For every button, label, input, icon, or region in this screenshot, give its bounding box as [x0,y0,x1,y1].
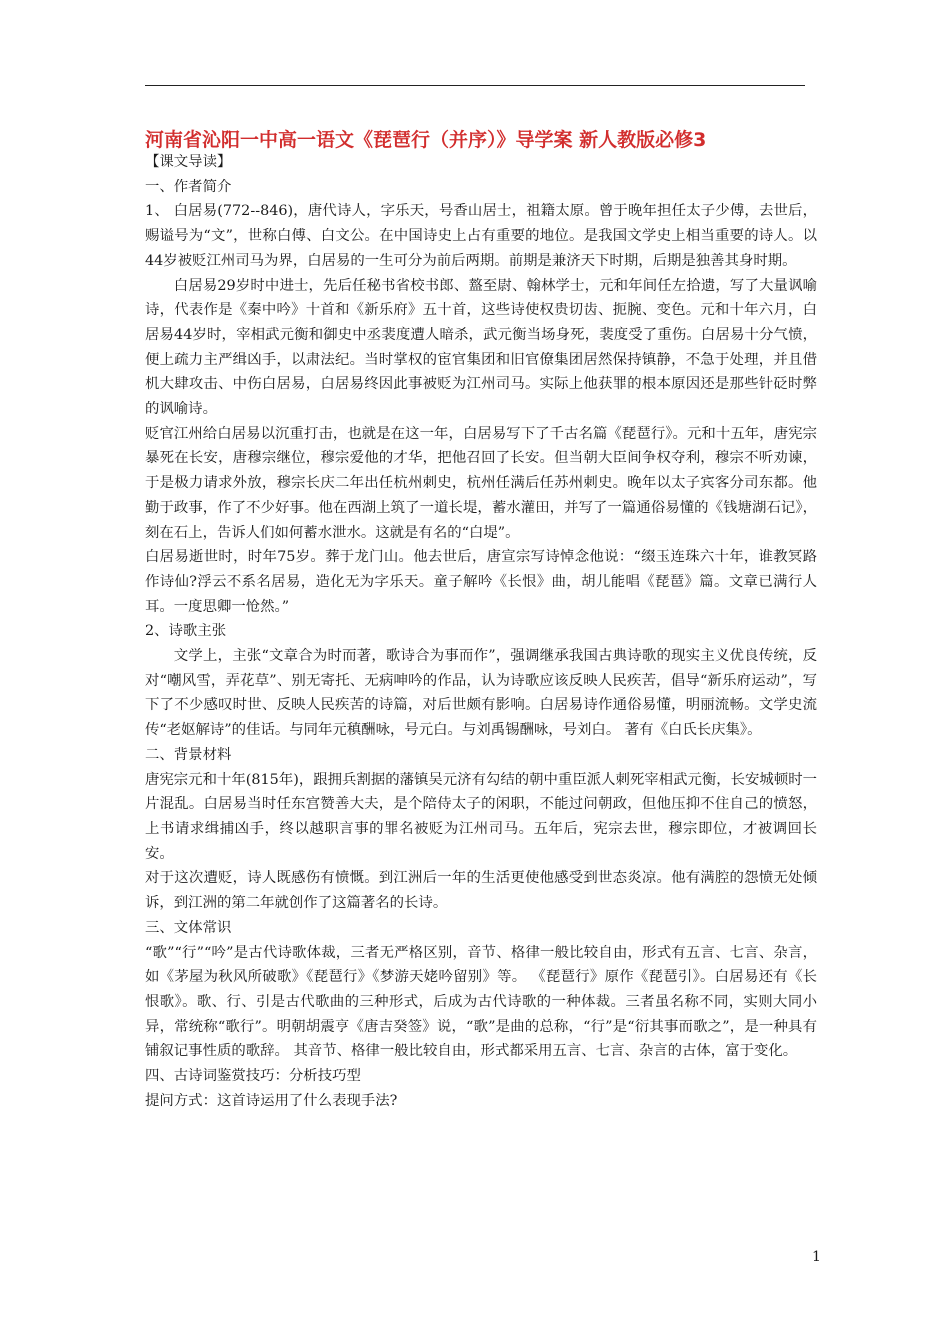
page-number: 1 [812,1249,821,1265]
author-paragraph-2: 白居易29岁时中进士，先后任秘书省校书郎、盩至尉、翰林学士，元和年间任左拾遗，写了大量讽喻诗，代表作是《秦中吟》十首和《新乐府》五十首，这些诗使权贵切齿、扼腕、变色。元和十年六月，白居易44岁时，宰相武元衡和御史中丞裴度遭人暗杀，武元衡当场身死，裴度受了重伤。白居易十分气愤，便上疏力主严缉凶手，以肃法纪。当时掌权的宦官集团和旧官僚集团居然保持镇静，不急于处理，并且借机大肆攻击、中伤白居易，白居易终因此事被贬为江州司马。实际上他获罪的根本原因还是那些针砭时弊的讽喻诗。 [145,277,817,418]
author-heading: 一、作者简介 [145,178,232,195]
author-paragraph-1: 1、 白居易(772--846)，唐代诗人，字乐天，号香山居士，祖籍太原。曾于晚年担任太子少傅，去世后，赐谥号为“文”，世称白傅、白文公。在中国诗史上占有重要的地位。是我国文学史上相当重要的诗人。以44岁被贬江州司马为界，白居易的一生可分为前后两期。前期是兼济天下时期，后期是独善其身时期。 [145,203,817,269]
genre-paragraph: “歌”“行”“吟”是古代诗歌体裁，三者无严格区别，音节、格律一般比较自由，形式有五言、七言、杂言，如《茅屋为秋风所破歌》《琵琶行》《梦游天姥吟留别》等。 《琵琶行》原作《琵琶引》。白居易还有《长恨歌》。歌、行、引是古代歌曲的三种形式，后成为古代诗歌的一种体裁。三者虽名称不同，实则大同小异，常统称“歌行”。明朝胡震亨《唐吉癸签》说，“歌”是曲的总称，“行”是“衍其事而歌之”，是一种具有铺叙记事性质的歌辞。 其音节、格律一般比较自由，形式都采用五言、七言、杂言的古体，富于变化。 [145,944,817,1060]
section-guide-heading: 【课文导读】 [145,154,232,170]
genre-heading: 三、文体常识 [145,919,232,936]
header-rule [145,85,805,86]
poetics-heading: 2、诗歌主张 [145,623,227,640]
background-heading: 二、背景材料 [145,746,232,763]
skill-heading: 四、古诗词鉴赏技巧：分析技巧型 [145,1068,361,1085]
poetics-paragraph: 文学上，主张“文章合为时而著，歌诗合为事而作”，强调继承我国古典诗歌的现实主义优良传统，反对“嘲风雪，弄花草”、别无寄托、无病呻吟的作品，认为诗歌应该反映人民疾苦，倡导“新乐府运动”，写下了不少感叹时世、反映人民疾苦的诗篇，对后世颇有影响。白居易诗作通俗易懂，明丽流畅。文学史流传“老妪解诗”的佳话。与同年元稹酬咏，号元白。与刘禹锡酬咏，号刘白。 著有《白氏长庆集》。 [145,648,817,739]
author-paragraph-4: 白居易逝世时，时年75岁。葬于龙门山。他去世后，唐宣宗写诗悼念他说：“缀玉连珠六十年，谁教冥路作诗仙?浮云不系名居易，造化无为字乐天。童子解吟《长恨》曲，胡儿能唱《琵琶》篇。文章已满行人耳。一度思卿一怆然。” [145,549,817,615]
background-paragraph-2: 对于这次遭贬，诗人既感伤有愤慨。到江洲后一年的生活更使他感受到世态炎凉。他有满腔的怨愤无处倾诉，到江洲的第二年就创作了这篇著名的长诗。 [145,870,817,912]
document-body [145,150,817,1113]
skill-question: 提问方式：这首诗运用了什么表现手法? [145,1092,398,1109]
author-paragraph-3: 贬官江州给白居易以沉重打击，也就是在这一年，白居易写下了千古名篇《琵琶行》。元和十五年，唐宪宗暴死在长安，唐穆宗继位，穆宗爱他的才华，把他召回了长安。但当朝大臣间争权夺利，穆宗不听劝谏，于是极力请求外放，穆宗长庆二年出任杭州刺史，杭州任满后任苏州刺史。晚年以太子宾客分司东都。他勤于政事，作了不少好事。他在西湖上筑了一道长堤，蓄水灌田，并写了一篇通俗易懂的《钱塘湖石记》，刻在石上，告诉人们如何蓄水泄水。这就是有名的“白堤”。 [145,425,817,541]
background-paragraph-1: 唐宪宗元和十年(815年)，跟拥兵割据的藩镇吴元济有勾结的朝中重臣派人刺死宰相武元衡，长安城顿时一片混乱。白居易当时任东宫赞善大夫，是个陪侍太子的闲职，不能过问朝政，但他压抑不住自己的愤怒，上书请求缉捕凶手，终以越职言事的罪名被贬为江州司马。五年后，宪宗去世，穆宗即位，才被调回长安。 [145,771,817,862]
document-title: 河南省沁阳一中高一语文《琵琶行（并序）》导学案 新人教版必修3 [145,129,707,151]
